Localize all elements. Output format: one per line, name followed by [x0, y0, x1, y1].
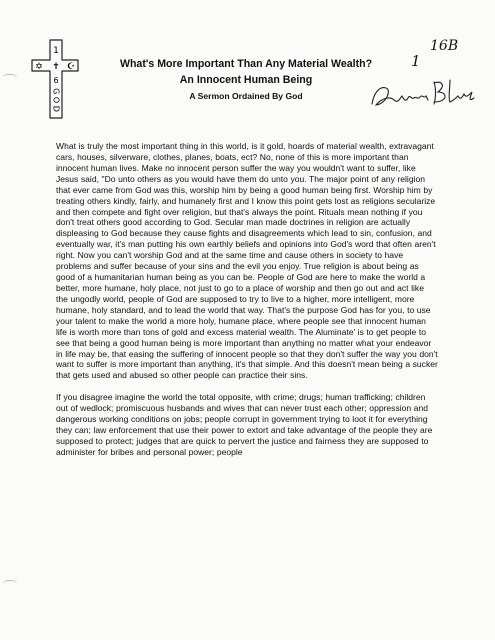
- section-label: 16B: [430, 38, 459, 54]
- page-subtitle: An Innocent Human Being: [179, 74, 313, 86]
- page-title: What's More Important Than Any Material Wealth?: [119, 58, 373, 70]
- sermon-body: [56, 141, 438, 458]
- body-paragraph: If you disagree imagine the world the total opposite, with crime; drugs; human trafficking; children out of wedlock; promiscuous husbands and wives that can never trust each other; oppression and dangerous working conditions on jobs; people corrupt in government trying to loot it for everything they can; law enforcement that use their power to extort and take advantage of the people they are supposed to protect; judges that are quick to pervert the justice and fairness they are supposed to administer for bribes and personal power; people: [56, 392, 433, 457]
- cross-number: 6: [53, 76, 59, 85]
- page-number: 1: [411, 52, 421, 70]
- star-of-david-icon: ✡: [35, 62, 43, 72]
- handwritten-signature: [368, 74, 478, 114]
- punch-hole-mark: [3, 74, 17, 79]
- punch-hole-mark: [3, 580, 17, 585]
- cross-icon: ✝: [52, 62, 60, 72]
- cross-logo: [30, 38, 80, 120]
- sermon-header: [96, 58, 396, 102]
- cross-bottom-text: G O D: [51, 88, 61, 112]
- body-paragraph: What is truly the most important thing in this world, is it gold, hoards of material wealth, extravagant cars, houses, silverware, clothes, planes, boats, ect? No, none of this is more important than innocent human lives. Make no innocent person suffer the way you wouldn't want to suffer, like Jesus said, "Do unto others as you would have them do unto you. The major point of any religion that ever came from God was this, worship him by being a good human being first. Worship him by treating others kindly, fairly, and humanely first and I know this point gets lost as religions secularize and then compete and fight over religion, but that's always the point. Rituals mean nothing if you don't treat others good according to God. Secular man made doctrines in religion are actually displeasing to God because they cause fights and disagreements which lead to sin, confusion, and eventually war, it's man putting his own earthly beliefs and opinions into God's word that often aren't right. Now you can't worship God and at the same time and cause others in society to have problems and suffer because of your sins and the evil you enjoy. True religion is about being as good of a humanitarian human being as you can be. People of God are here to make the world a better, more humane, holy place, not just to go to a place of worship and then go out and act like the ungodly world, people of God are supposed to try to live to a higher, more intelligent, more humane, holy standard, and to lead the world that way. That's the purpose God has for you, to use your talent to make the world a more holy, humane place, where people see that innocent human life is worth more than tons of gold and excess material wealth. The Aluminate' is to get people to see that being a good human being is more important than anything no matter what your endeavor in life may be, that easing the suffering of innocent people so that they don't suffer the way you don't want to suffer is more important than anything, it's that simple. And this doesn't mean being a sucker that gets used and abused so other people can practice their sins.: [56, 141, 438, 381]
- page-byline: A Sermon Ordained By God: [189, 91, 303, 101]
- cross-top-text: 1: [53, 46, 59, 56]
- crescent-icon: ☪: [66, 62, 76, 72]
